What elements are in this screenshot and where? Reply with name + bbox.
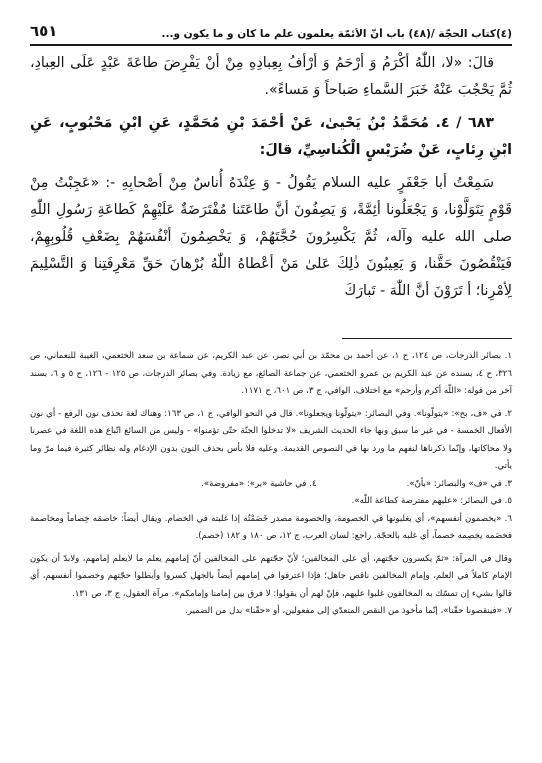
main-text <box>30 50 512 311</box>
footnote-4: ٤. في حاشية «بر»: «مفروضة». <box>201 478 317 489</box>
paragraph-1: قالَ: «لا، اللّٰهُ أكْرَمُ وَ أرْحَمُ وَ أرْأفُ بِعِبادِهِ مِنْ أنْ يَفْرِضَ طاعَةَ عَبْدٍ عَلَى العِبادِ، ثُمَّ يَحْجُبَ عَنْهُ خَبَرَ السَّماءِ صَباحاً وَ مَساءً». <box>30 55 512 98</box>
page-header <box>30 14 512 46</box>
footnote-7: ٧. «فينقصونا حقّنا»، إنّما مأخوذ من النقص المتعدّي إلى مفعولين، أو «حقّنا» بدل من الضمير. <box>185 606 512 616</box>
footnote-6-continued: وقال في المرآة: «ثمّ يكسرون حجّتهم، أي على المخالفين؛ لأنّ حجّتهم على المخالفين أنّ إمامهم يعلم ما لايعلم إمامهم، ولابدّ أن يكون الإمام كاملاً في العلم، وإمام المخالفين ناقص جاهل؛ فإذا اعترفوا في إمامهم أيضاً بالجهل كسروا وأبطلوا حجّتهم وخصموا أنفسهم، أي قالوا بشيء إن تمسّك به المخالفون غلبوا عليهم، فإنّ لهم أن يقولوا: لا فرق بين إمامنا وإمامكم». مرآة العقول، ج ٣، ص ١٣١. <box>30 553 512 599</box>
hadith-isnad: ٦٨٣ / ٤. مُحَمَّدُ بْنُ يَحْيىٰ، عَنْ أحْمَدَ بْنِ مُحَمَّدٍ، عَنِ ابْنِ مَحْبُوبٍ، عَنِ ابْنِ رِئابٍ، عَنْ ضُرَيْسٍ الْكُناسِيِّ، قالَ: <box>30 115 512 158</box>
page-number: ٦٥١ <box>30 22 58 40</box>
footnote-6: ٦. «يخصمون أنفسهم»، أي يغلبونها في الخصومة، والخصومة مصدر خَصَمْتُه إذا غلبته في الخصام. ويقال أيضاً: خاصمَه خِصاماً ومخاصمة فخصَمه يخصِمه خصماً، أي غلبه بالحجّة. راجع: لسان العرب، ج ١٢، ص ١٨٠ و ١٨٢ (خصم). <box>30 513 512 541</box>
footnote-1: ١. بصائر الدرجات، ص ١٢٤، ح ١، عن أحمد بن محمّد بن أبي نصر، عن عبد الكريم، عن سماعة بن سعد الخثعمي، الغيبة للنعماني، ص ٣٢٦، ح ٤، بسنده عن عبد الكريم بن عمرو الخثعمي، عن جماعة الصائغ، مع زيادة. وفي بصائر الدرجات، ص ١٢٥ - ١٢٦، ح ٥ و ٦، بسند آخر من قوله: «اللّه أكرم وأرحم» مع اختلاف. الوافي، ج ٣، ص ٦٠١، ح ١١٧١. <box>30 351 512 396</box>
running-title: (٤)كتاب الحجّة /(٤٨) باب أنّ الأئمّة يعلمون علم ما كان و ما يكون و... <box>161 28 512 40</box>
paragraph-3: سَمِعْتُ أبا جَعْفَرٍ عليه السلام يَقُولُ - وَ عِنْدَهُ أُناسٌ مِنْ أصْحابِهِ -: «عَجِبْتُ مِنْ قَوْمٍ يَتَوَلَّوْنا، وَ يَجْعَلُونا أئِمَّةً، وَ يَصِفُونَ أنَّ طاعَتَنا مُفْتَرَضَةٌ عَلَيْهِمْ كَطاعَةِ رَسُولِ اللّٰهِ صلى الله عليه وآله، ثُمَّ يَكْسِرُونَ حُجَّتَهُمْ، وَ يَخْصِمُونَ أنْفُسَهُمْ بِضَعْفِ قُلُوبِهِمْ، فَيَنْقُصُونَ حَقَّنا، وَ يَعِيبُونَ ذٰلِكَ عَلىٰ مَنْ أعْطاهُ اللّٰهُ بُرْهانَ حَقِّ مَعْرِفَتِنا وَ التَّسْلِيمَ لِأمْرِنا؛ أ تَرَوْنَ أنَّ اللّٰهَ - تَبارَكَ <box>30 175 512 299</box>
footnote-3: ٣. في «ف» والبصائر: «بأنّ». <box>406 478 512 489</box>
footnote-2: ٢. في «ف، بح»: «يتولّونا». وفي البصائر: «يتولّونا ويجعلونا». قال في النحو الوافي، ج ١، ص ١٦٣: وهناك لغة تحذف نون الرفع - أي نون الأفعال الخمسة - في غير ما سبق وبها جاء الحديث الشريف «لا تدخلوا الجنّة حتّى تؤمنوا» - وليس من السائغ اتّباع هذه اللغة في عصرنا ولا محاكاتها، وإنّما ذكرناها لنفهم ما ورد بها في النصوص القديمة. وعليه فلا بأس بحذف النون بدون الإدغام وله نظائر كثيرة فيما مرّ وما يأتي. <box>30 408 512 471</box>
footnote-row-3-4 <box>30 476 512 494</box>
footnote-5: ٥. في البصائر: «عليهم مفترضة كطاعة اللّه». <box>351 496 512 506</box>
footnote-divider <box>342 338 512 339</box>
footnotes <box>30 348 512 621</box>
